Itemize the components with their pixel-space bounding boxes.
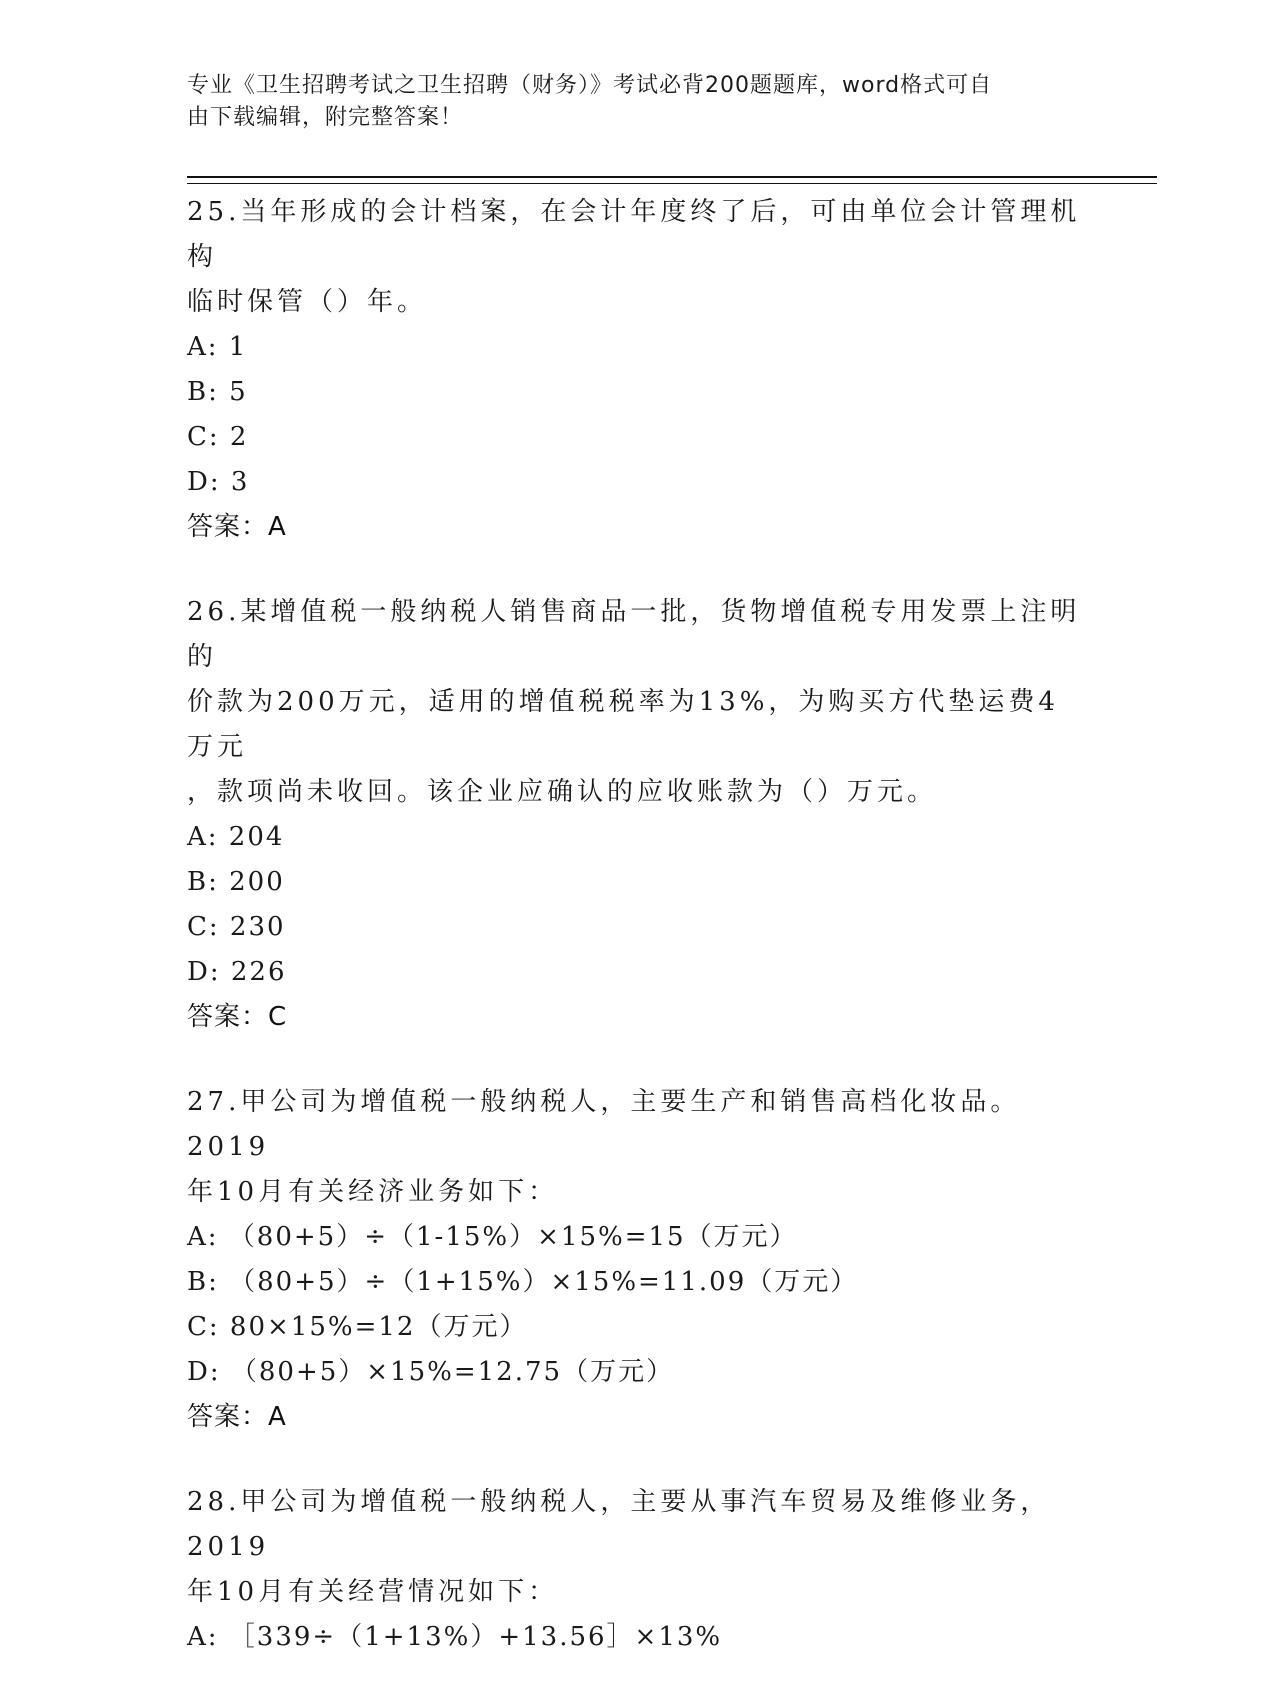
option-c: C: 2: [187, 422, 249, 452]
question-28: [187, 1480, 1087, 1660]
question-stem-line: 25.当年形成的会计档案，在会计年度终了后，可由单位会计管理机构: [187, 197, 1081, 272]
header-divider-thin: [187, 183, 1157, 184]
option-b: B: （80+5）÷（1+15%）×15%=11.09（万元）: [187, 1267, 859, 1297]
option-b: B: 5: [187, 377, 248, 407]
option-a: A: ［339÷（1+13%）+13.56］×13%: [187, 1622, 723, 1652]
answer-line: 答案：C: [187, 1002, 288, 1032]
answer-line: 答案：A: [187, 512, 287, 542]
question-stem-line: 26.某增值税一般纳税人销售商品一批，货物增值税专用发票上注明的: [187, 597, 1081, 672]
question-25: [187, 190, 1087, 550]
question-27: [187, 1080, 1087, 1440]
header-line-2: 由下载编辑，附完整答案！: [187, 105, 464, 130]
question-list: [187, 190, 1087, 1700]
option-d: D: （80+5）×15%=12.75（万元）: [187, 1357, 675, 1387]
option-a: A: 1: [187, 332, 248, 362]
question-stem-line: 27.甲公司为增值税一般纳税人，主要生产和销售高档化妆品。2019: [187, 1087, 1021, 1162]
option-a: A: （80+5）÷（1-15%）×15%=15（万元）: [187, 1222, 798, 1252]
question-stem-line: 28.甲公司为增值税一般纳税人，主要从事汽车贸易及维修业务，2019: [187, 1487, 1051, 1562]
question-stem-line: ，款项尚未收回。该企业应确认的应收账款为（）万元。: [187, 777, 938, 807]
question-stem-line: 年10月有关经营情况如下：: [187, 1577, 559, 1607]
header-line-1: 专业《卫生招聘考试之卫生招聘（财务）》考试必背200题题库，word格式可自: [187, 73, 993, 98]
document-header: [187, 70, 1067, 134]
question-stem-line: 临时保管（）年。: [187, 287, 428, 317]
option-c: C: 230: [187, 912, 286, 942]
option-d: D: 3: [187, 467, 250, 497]
option-c: C: 80×15%=12（万元）: [187, 1312, 528, 1342]
question-stem-line: 年10月有关经济业务如下：: [187, 1177, 559, 1207]
question-26: [187, 590, 1087, 1040]
header-divider-thick: [187, 176, 1157, 178]
answer-line: 答案：A: [187, 1402, 287, 1432]
option-d: D: 226: [187, 957, 287, 987]
option-b: B: 200: [187, 867, 285, 897]
option-a: A: 204: [187, 822, 285, 852]
question-stem-line: 价款为200万元，适用的增值税税率为13%，为购买方代垫运费4万元: [187, 687, 1059, 762]
